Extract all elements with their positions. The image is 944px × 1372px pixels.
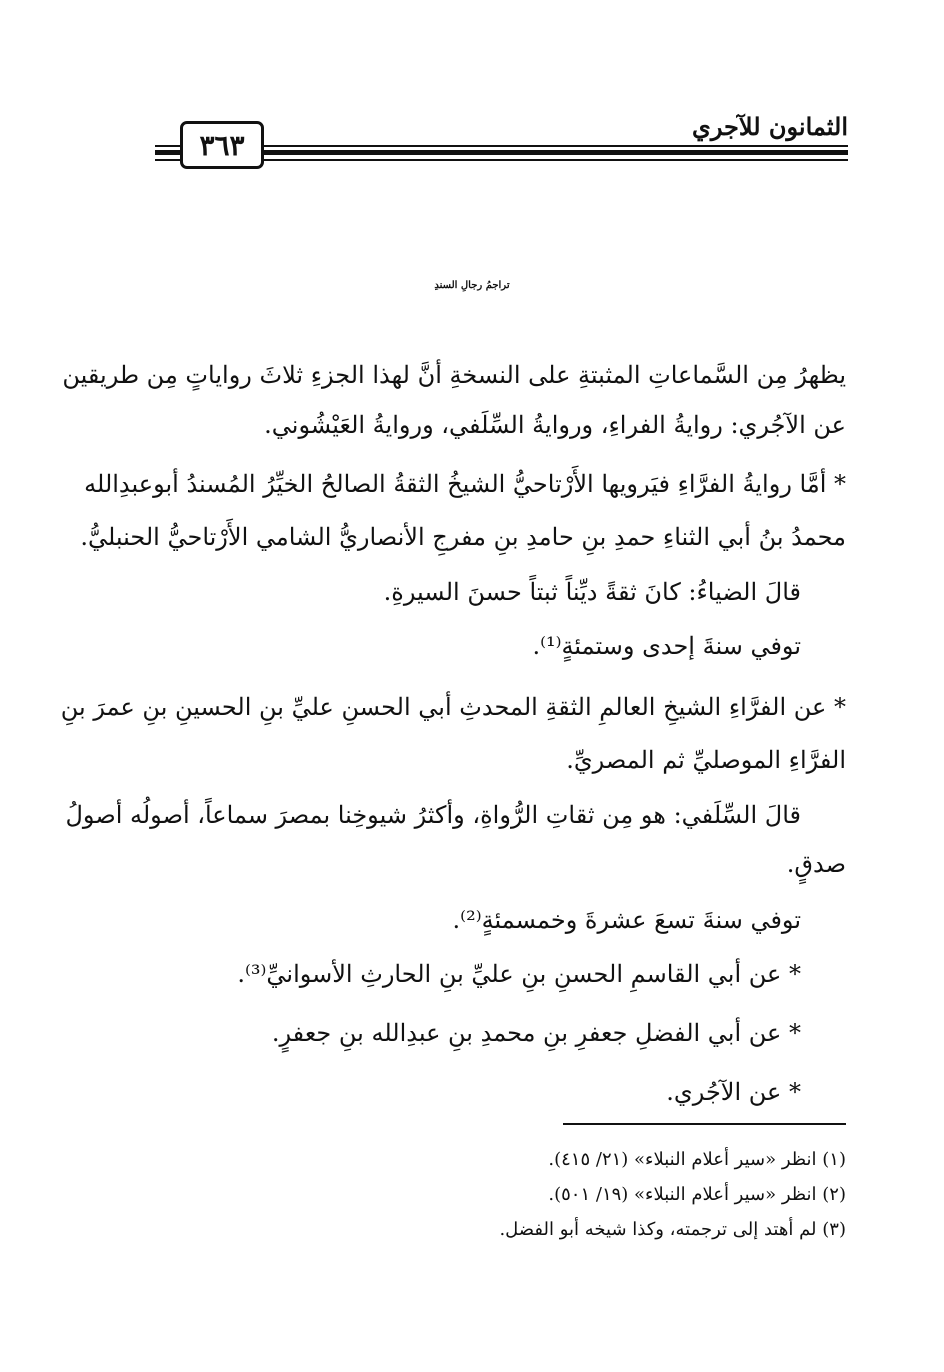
body-line: توفي سنةَ إحدى وستمئةٍ⁽¹⁾. [532, 632, 801, 660]
body-line: قالَ السِّلَفي: هو مِن ثقاتِ الرُّواةِ، وأكثرُ شيوخِنا بمصرَ سماعاً، أصولُه أصولُ [65, 801, 801, 829]
footnote: (١) انظر «سير أعلام النبلاء» (٢١/ ٤١٥). [548, 1149, 846, 1170]
body-line: * عن أبي القاسمِ الحسنِ بنِ عليِّ بنِ الحارثِ الأسوانيِّ⁽³⁾. [237, 960, 801, 988]
body-line: محمدُ بنُ أبي الثناءِ حمدِ بنِ حامدِ بنِ مفرجِ الأنصاريُّ الشامي الأَرْتاحيُّ الحنبليُّ. [80, 523, 846, 551]
body-line: عن الآجُري: روايةُ الفراءِ، وروايةُ السِّلَفي، وروايةُ العَيْشُوني. [264, 411, 846, 439]
body-line: * عن الفرَّاءِ الشيخِ العالمِ الثقةِ المحدثِ أبي الحسنِ عليِّ بنِ الحسينِ بنِ عمرَ بنِ [60, 693, 846, 721]
body-line: * عن الآجُري. [666, 1078, 801, 1106]
body-line: يظهرُ مِن السَّماعاتِ المثبتةِ على النسخةِ أنَّ لهذا الجزءِ ثلاثَ رواياتٍ مِن طريقين [62, 361, 846, 389]
body-line: صدقٍ. [786, 850, 846, 878]
body-line: * أمَّا روايةُ الفرَّاءِ فيَرويها الأَرْتاحيُّ الشيخُ الثقةُ الصالحُ الخيِّرُ المُسندُ أبوعبدِالله [84, 470, 846, 498]
section-title: تراجمُ رجالِ السندِ [434, 280, 510, 291]
body-line: قالَ الضياءُ: كانَ ثقةً ديِّناً ثبتاً حسنَ السيرةِ. [383, 578, 801, 606]
running-header-title: الثمانون للآجري [692, 112, 848, 141]
footnote-separator [563, 1123, 846, 1125]
footnote: (٢) انظر «سير أعلام النبلاء» (١٩/ ٥٠١). [548, 1184, 846, 1205]
footnote: (٣) لم أهتد إلى ترجمته، وكذا شيخه أبو الفضل. [499, 1219, 846, 1240]
body-line: * عن أبي الفضلِ جعفرِ بنِ محمدِ بنِ عبدِالله بنِ جعفرٍ. [271, 1019, 801, 1047]
body-line: الفرَّاءِ الموصليِّ ثم المصريِّ. [566, 746, 846, 774]
page-number: ٣٦٣ [180, 121, 264, 169]
body-line: توفي سنةَ تسعَ عشرةَ وخمسمئةٍ⁽²⁾. [452, 906, 801, 934]
